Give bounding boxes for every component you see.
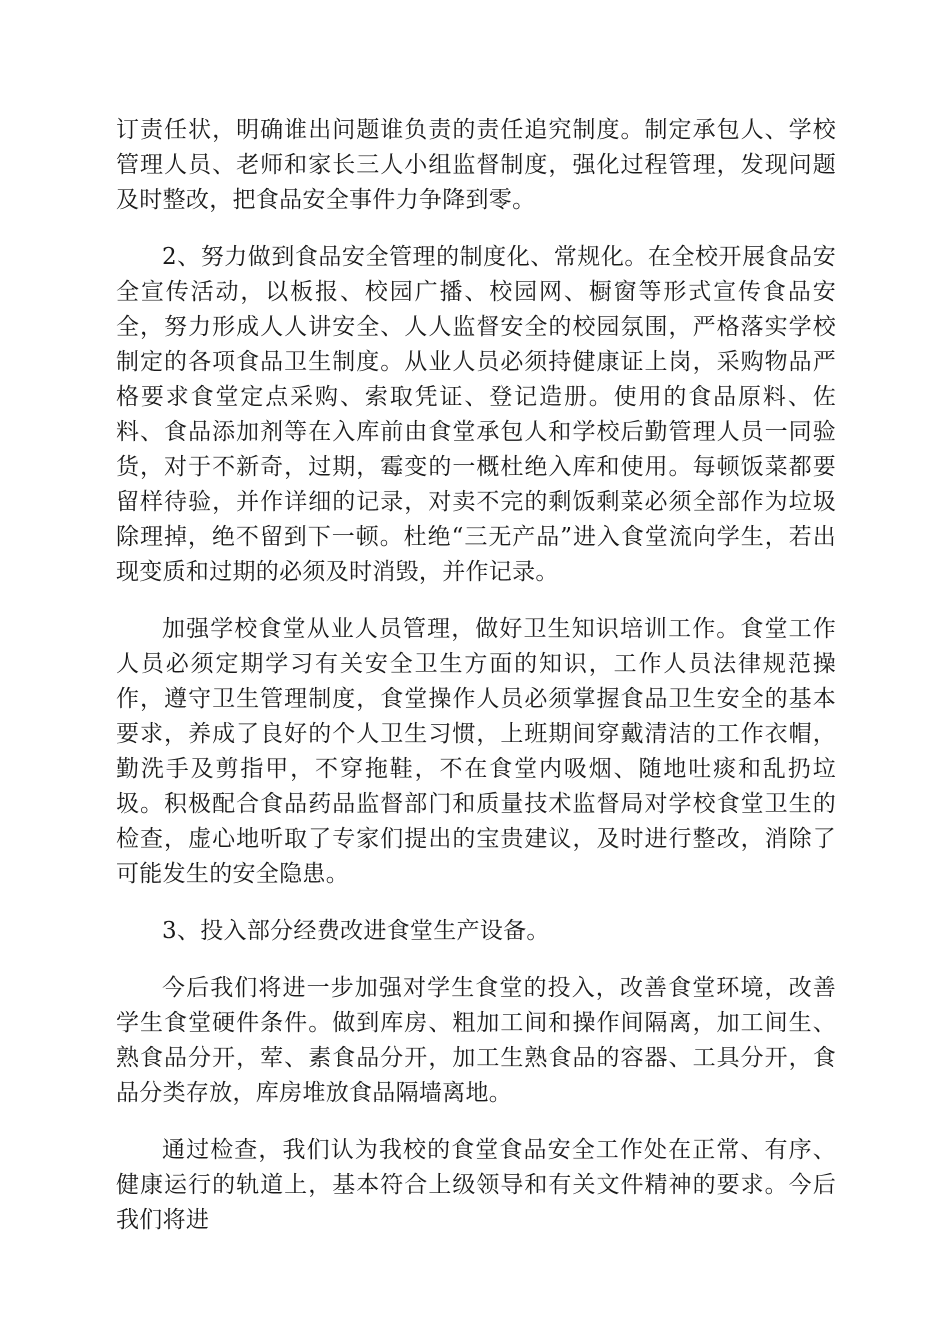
paragraph-item-3: 3、投入部分经费改进食堂生产设备。 (162, 918, 550, 944)
paragraph-conclusion: 通过检查，我们认为我校的食堂食品安全工作处在正常、有序、健康运行的轨道上，基本符合上级领导和有关文件精神的要求。今后我们将进 (116, 1137, 836, 1233)
paragraph-continuation: 订责任状，明确谁出问题谁负责的责任追究制度。制定承包人、学校管理人员、老师和家长三人小组监督制度，强化过程管理，发现问题及时整改，把食品安全事件力争降到零。 (116, 117, 836, 213)
paragraph-future-investment: 今后我们将进一步加强对学生食堂的投入，改善食堂环境，改善学生食堂硬件条件。做到库房、粗加工间和操作间隔离，加工间生、熟食品分开，荤、素食品分开，加工生熟食品的容器、工具分开，食品分类存放，库房堆放食品隔墙离地。 (116, 975, 836, 1106)
paragraph-staff-management: 加强学校食堂从业人员管理，做好卫生知识培训工作。食堂工作人员必须定期学习有关安全卫生方面的知识，工作人员法律规范操作，遵守卫生管理制度，食堂操作人员必须掌握食品卫生安全的基本要求，养成了良好的个人卫生习惯，上班期间穿戴清洁的工作衣帽，勤洗手及剪指甲，不穿拖鞋，不在食堂内吸烟、随地吐痰和乱扔垃圾。积极配合食品药品监督部门和质量技术监督局对学校食堂卫生的检查，虚心地听取了专家们提出的宝贵建议，及时进行整改，消除了可能发生的安全隐患。 (116, 616, 836, 887)
paragraph-item-2: 2、努力做到食品安全管理的制度化、常规化。在全校开展食品安全宣传活动，以板报、校园广播、校园网、橱窗等形式宣传食品安全，努力形成人人讲安全、人人监督安全的校园氛围，严格落实学校制定的各项食品卫生制度。从业人员必须持健康证上岗，采购物品严格要求食堂定点采购、索取凭证、登记造册。使用的食品原料、佐料、食品添加剂等在入库前由食堂承包人和学校后勤管理人员一同验货，对于不新奇，过期，霉变的一概杜绝入库和使用。每顿饭菜都要留样待验，并作详细的记录，对卖不完的剩饭剩菜必须全部作为垃圾除理掉，绝不留到下一顿。杜绝“三无产品”进入食堂流向学生，若出现变质和过期的必须及时消毁，并作记录。 (116, 244, 836, 585)
document-body (116, 113, 836, 1260)
